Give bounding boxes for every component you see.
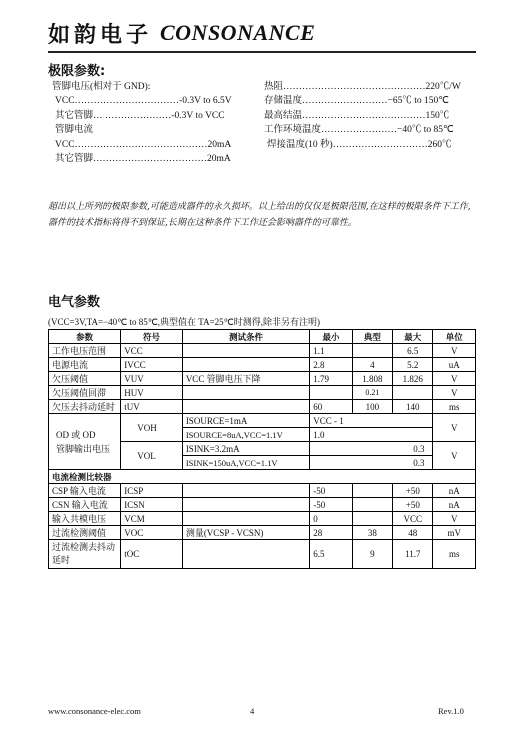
cell-max: 48 <box>393 526 433 540</box>
cell-min: 60 <box>310 400 352 414</box>
limits-left-line: 其它管脚… …………………-0.3V to VCC <box>55 110 225 121</box>
cell-symbol: HUV <box>121 386 183 400</box>
cell-typ <box>352 484 392 498</box>
footer-revision: Rev.1.0 <box>438 706 464 716</box>
cell-symbol: IVCC <box>121 358 183 372</box>
cell-typ <box>352 498 392 512</box>
cell-max: 140 <box>393 400 433 414</box>
cell-max: 0.3 <box>310 456 433 470</box>
cell-unit: V <box>433 372 476 386</box>
table-row <box>49 344 476 358</box>
cell-max: 6.5 <box>393 344 433 358</box>
cell-symbol: tUV <box>121 400 183 414</box>
limits-right-line: 热阻………………………………………220℃/W <box>264 82 461 92</box>
table-row <box>49 498 476 512</box>
cell-condition <box>182 512 309 526</box>
cell-min: 1.1 <box>310 344 352 358</box>
od-param-line1: OD 或 OD <box>56 429 96 440</box>
cell-max <box>393 386 433 400</box>
cell-unit: V <box>433 512 476 526</box>
cell-typ <box>352 512 392 526</box>
cell-symbol: VOC <box>121 526 183 540</box>
cell-max: 11.7 <box>393 540 433 569</box>
cell-param: 电源电流 <box>49 358 121 372</box>
table-row <box>49 484 476 498</box>
cell-param: CSP 输入电流 <box>49 484 121 498</box>
cell-param: 欠压阈值 <box>49 372 121 386</box>
cell-condition <box>182 540 309 569</box>
cell-typ: 100 <box>352 400 392 414</box>
footer-page-number: 4 <box>250 706 255 716</box>
limits-left-line: 其它管脚………………………………20mA <box>55 154 231 165</box>
cell-min: -50 <box>310 498 352 512</box>
limits-right-line: 存储温度………………………−65℃ to 150℃ <box>264 96 449 107</box>
table-header-row <box>49 330 476 344</box>
electrical-conditions: (VCC=3V,TA=−40℃ to 85℃,典型值在 TA=25℃时测得,除非另有注明) <box>48 317 321 327</box>
table-row <box>49 526 476 540</box>
electrical-title: 电气参数 <box>48 295 101 310</box>
col-header-min: 最小 <box>310 330 352 344</box>
cell-min: VCC - 1 <box>310 414 433 428</box>
table-row <box>49 512 476 526</box>
cell-unit: uA <box>433 358 476 372</box>
cell-param: 过流检测阈值 <box>49 526 121 540</box>
table-row <box>49 540 476 569</box>
table-row <box>49 414 476 428</box>
table-row <box>49 400 476 414</box>
cell-typ: 38 <box>352 526 392 540</box>
cell-condition <box>182 358 309 372</box>
limits-right-column <box>264 80 474 152</box>
cell-max: +50 <box>393 498 433 512</box>
col-header-param: 参数 <box>49 330 121 344</box>
cell-symbol: VCM <box>121 512 183 526</box>
cell-typ: 4 <box>352 358 392 372</box>
col-header-unit: 单位 <box>433 330 476 344</box>
electrical-spec-table <box>48 329 476 569</box>
col-header-max: 最大 <box>393 330 433 344</box>
col-header-condition: 测试条件 <box>182 330 309 344</box>
col-header-typ: 典型 <box>352 330 392 344</box>
cell-condition <box>182 498 309 512</box>
cell-param: 过流检测去抖动延时 <box>49 540 121 569</box>
cell-condition: 测量(VCSP - VCSN) <box>182 526 309 540</box>
table-row <box>49 372 476 386</box>
cell-unit: ms <box>433 540 476 569</box>
cell-condition <box>182 484 309 498</box>
limits-right-line: 焊接温度(10 秒)…………………………260℃ <box>267 139 452 150</box>
cell-min: 0 <box>310 512 352 526</box>
cell-typ: 1.808 <box>352 372 392 386</box>
cell-symbol: tOC <box>121 540 183 569</box>
cell-unit: V <box>433 414 476 442</box>
cell-max: 1.826 <box>393 372 433 386</box>
cell-param: CSN 输入电流 <box>49 498 121 512</box>
company-name-cn: 如韵电子 <box>48 22 153 48</box>
cell-unit: nA <box>433 484 476 498</box>
cell-typ: 0.21 <box>352 386 392 400</box>
table-row <box>49 358 476 372</box>
cell-typ <box>352 344 392 358</box>
cell-min: 6.5 <box>310 540 352 569</box>
cell-min: 1.0 <box>310 428 433 442</box>
col-header-symbol: 符号 <box>121 330 183 344</box>
cell-condition <box>182 386 309 400</box>
limits-left-line: VCC……………………………………20mA <box>55 139 232 150</box>
cell-max: VCC <box>393 512 433 526</box>
table-group-row <box>49 470 476 484</box>
cell-param-od <box>49 414 121 470</box>
group-title-current-comparator: 电流检测比较器 <box>49 470 476 484</box>
cell-symbol: VCC <box>121 344 183 358</box>
cell-condition <box>182 400 309 414</box>
cell-unit: V <box>433 442 476 470</box>
cell-min: 1.79 <box>310 372 352 386</box>
cell-symbol: ICSP <box>121 484 183 498</box>
cell-condition: ISINK=150uA,VCC=1.1V <box>182 456 309 470</box>
cell-min: 2.8 <box>310 358 352 372</box>
cell-typ: 9 <box>352 540 392 569</box>
od-param-line2: 管脚输出电压 <box>56 443 111 454</box>
limits-right-line: 最高结温…………………………………150℃ <box>264 110 450 121</box>
cell-condition: VCC 管脚电压下降 <box>182 372 309 386</box>
cell-symbol: ICSN <box>121 498 183 512</box>
limits-right-line: 工作环境温度……………………−40℃ to 85℃ <box>264 125 454 136</box>
cell-unit: nA <box>433 498 476 512</box>
cell-unit: V <box>433 386 476 400</box>
cell-condition <box>182 344 309 358</box>
limits-left-line: 管脚电流 <box>55 125 94 136</box>
cell-param: 工作电压范围 <box>49 344 121 358</box>
cell-param: 欠压去抖动延时 <box>49 400 121 414</box>
cell-unit: mV <box>433 526 476 540</box>
cell-min: 28 <box>310 526 352 540</box>
table-row <box>49 386 476 400</box>
cell-symbol-vol: VOL <box>121 442 183 470</box>
cell-param: 输入共模电压 <box>49 512 121 526</box>
limits-left-line: 管脚电压(相对于 GND): <box>52 82 151 92</box>
cell-condition: ISOURCE=8uA,VCC=1.1V <box>182 428 309 442</box>
cell-condition: ISINK=3.2mA <box>182 442 309 456</box>
cell-symbol-voh: VOH <box>121 414 183 442</box>
limits-title: 极限参数: <box>48 64 106 79</box>
company-name-en: CONSONANCE <box>160 20 316 45</box>
footer-url: www.consonance-elec.com <box>48 706 141 716</box>
cell-max: 0.3 <box>310 442 433 456</box>
cell-unit: V <box>433 344 476 358</box>
cell-min <box>310 386 352 400</box>
cell-param: 欠压阈值回滞 <box>49 386 121 400</box>
limits-left-line: VCC……………………………-0.3V to 6.5V <box>55 96 232 107</box>
limits-warning-note: 超出以上所列的极限参数,可能造成器件的永久损坏。以上给出的仅仅是极限范围,在这样的极限条件下工作,器件的技术指标将得不到保证,长期在这种条件下工作还会影响器件的可靠性。 <box>48 202 471 228</box>
cell-max: +50 <box>393 484 433 498</box>
cell-max: 5.2 <box>393 358 433 372</box>
cell-condition: ISOURCE=1mA <box>182 414 309 428</box>
header-rule <box>48 51 476 53</box>
cell-unit: ms <box>433 400 476 414</box>
cell-symbol: VUV <box>121 372 183 386</box>
limits-left-column <box>52 80 262 166</box>
cell-min: -50 <box>310 484 352 498</box>
